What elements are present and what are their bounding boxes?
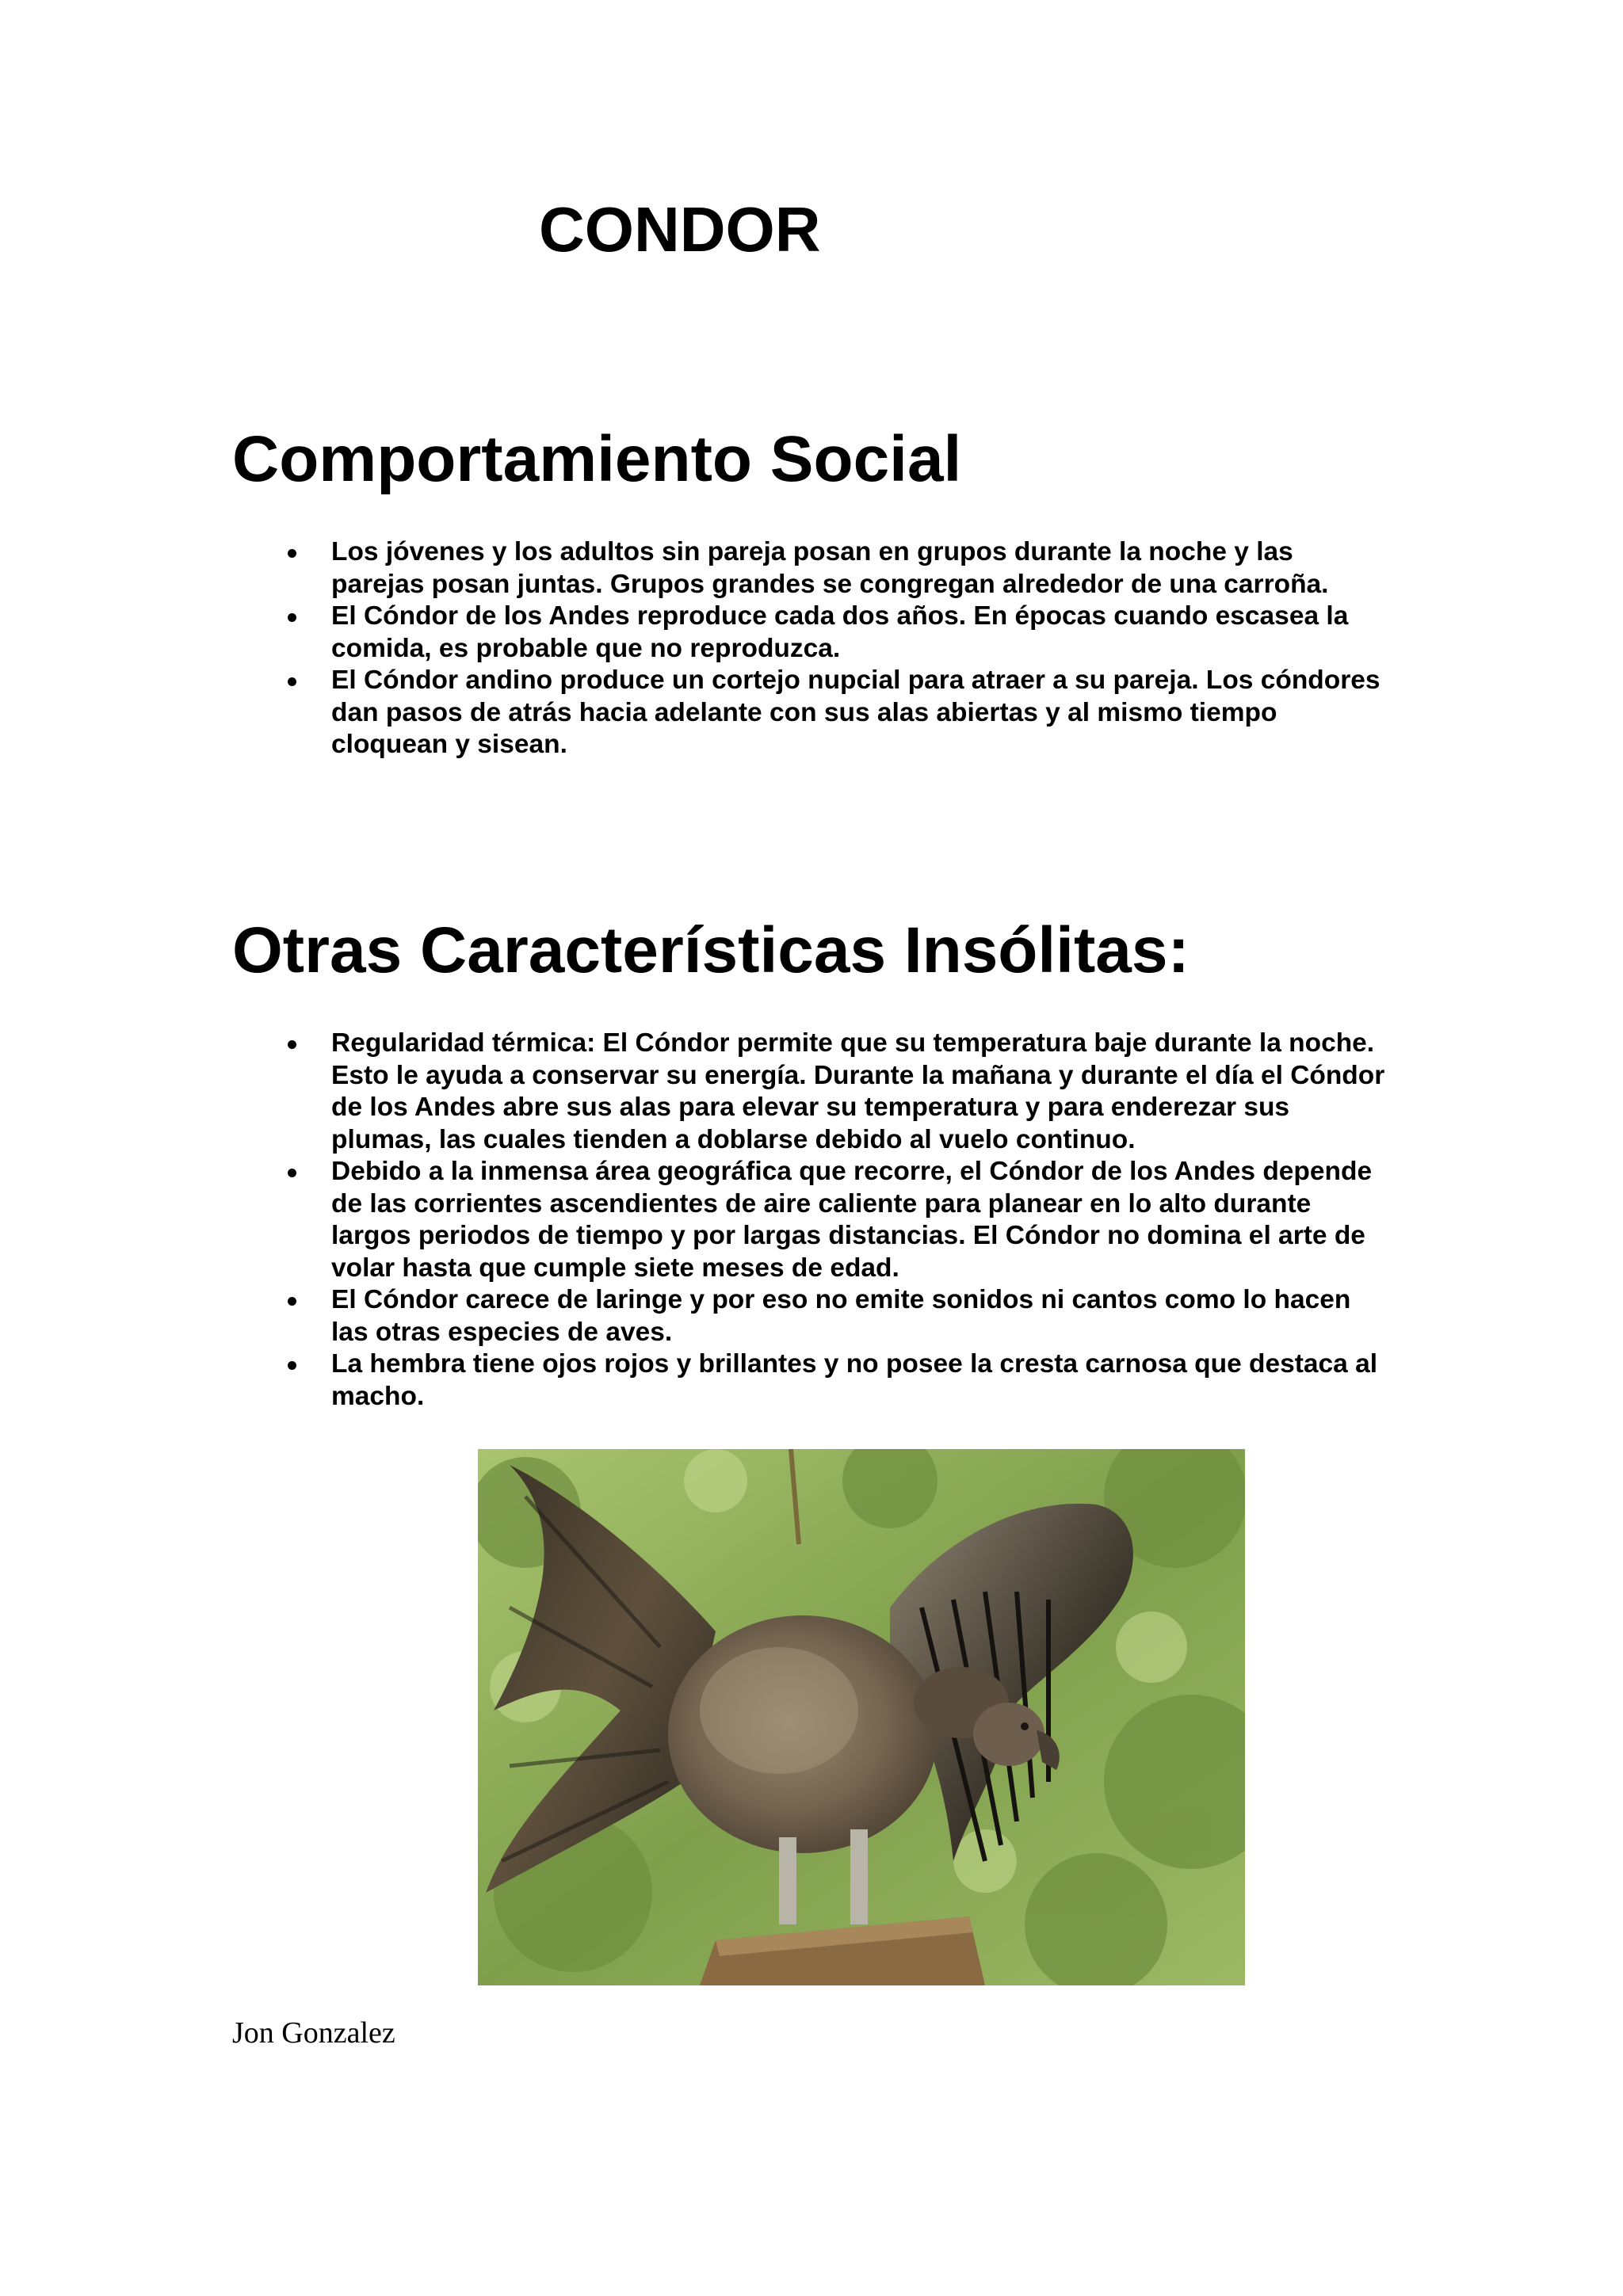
bullet-icon: [288, 549, 296, 558]
section-heading-unusual-features: Otras Características Insólitas:: [232, 914, 1190, 986]
list-item: [232, 1156, 1389, 1284]
list-item-text: El Cóndor de los Andes reproduce cada dos años. En épocas cuando escasea la comida, es probable que no reproduzca.: [331, 601, 1349, 663]
unusual-features-list: [232, 1028, 1389, 1413]
condor-photo: [478, 1449, 1245, 1985]
list-item-text: El Cóndor andino produce un cortejo nupcial para atraer a su pareja. Los cóndores dan pasos de atrás hacia adelante con sus alas abiertas y al mismo tiempo cloquean y sisean.: [331, 666, 1381, 759]
list-item-text: El Cóndor carece de laringe y por eso no emite sonidos ni cantos como lo hacen las otras especies de aves.: [331, 1285, 1351, 1347]
list-item: [232, 1348, 1389, 1413]
bullet-icon: [288, 1361, 296, 1370]
bullet-icon: [288, 1169, 296, 1177]
condor-illustration: [478, 1449, 1245, 1985]
list-item: [232, 1284, 1389, 1348]
author-name: Jon Gonzalez: [232, 2016, 395, 2050]
list-item-text: Debido a la inmensa área geográfica que recorre, el Cóndor de los Andes depende de las corrientes ascendientes de aire caliente para planear en lo alto durante largos periodos de tiempo y por largas distancias. El Cóndor no domina el arte de volar hasta que cumple siete meses de edad.: [331, 1157, 1373, 1283]
social-behavior-list: [232, 536, 1389, 761]
list-item: [232, 665, 1389, 761]
list-item-text: Regularidad térmica: El Cóndor permite que su temperatura baje durante la noche. Esto le ayuda a conservar su energía. Durante la mañana y durante el día el Cóndor de los Andes abre sus alas para elevar su temperatura y para enderezar sus plumas, las cuales tienden a doblarse debido al vuelo continuo.: [331, 1028, 1385, 1154]
list-item-text: Los jóvenes y los adultos sin pareja posan en grupos durante la noche y las parejas posan juntas. Grupos grandes se congregan alrededor de una carroña.: [331, 537, 1329, 599]
document-title: CONDOR: [539, 194, 821, 265]
bullet-icon: [288, 677, 296, 686]
list-item: [232, 601, 1389, 665]
section-heading-social-behavior: Comportamiento Social: [232, 423, 962, 495]
list-item: [232, 1028, 1389, 1156]
bullet-icon: [288, 1040, 296, 1049]
bullet-icon: [288, 1297, 296, 1306]
list-item-text: La hembra tiene ojos rojos y brillantes y no posee la cresta carnosa que destaca al macho.: [331, 1349, 1378, 1411]
list-item: [232, 536, 1389, 601]
bullet-icon: [288, 613, 296, 622]
